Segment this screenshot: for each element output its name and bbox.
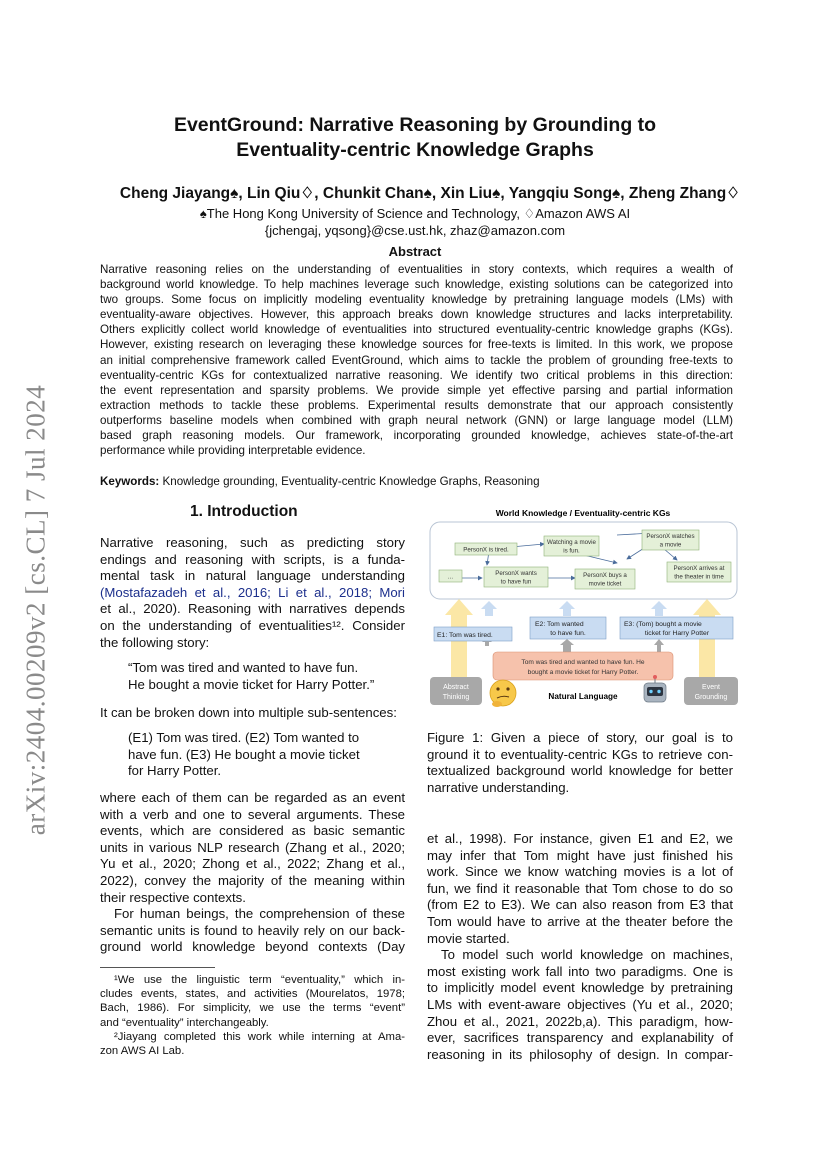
abstract-line: background world knowledge. To help machines leverage such knowledge, existing solutions can be categorized into: [100, 278, 733, 292]
intro-paragraph-2: where each of them can be regarded as an event with a verb and one to several arguments. These events, which are considered as basic semantic units in various NLP research (Zhang et al., 2020; Yu et al., 2020; Zhong et al., 2022; Zhang et al., 2022), convey the majority of the meaning within their respective contexts.: [100, 790, 405, 905]
svg-text:PersonX arrives at: PersonX arrives at: [673, 565, 725, 572]
svg-text:...: ...: [447, 573, 454, 581]
breakdown-line: It can be broken down into multiple sub-sentences:: [100, 705, 397, 720]
right-column-line: reasoning in its philosophy of design. In compar-: [427, 1046, 733, 1062]
abstract-line: outperforms baseline models when combined with graph neural network (GNN) or large language model (LLM): [100, 413, 733, 427]
svg-text:PersonX wants: PersonX wants: [495, 570, 537, 577]
svg-text:movie ticket: movie ticket: [588, 580, 622, 588]
svg-text:bought a movie ticket for Harr: bought a movie ticket for Harry Potter.: [527, 669, 639, 676]
arxiv-side-stamp: arXiv:2404.00209v2 [cs.CL] 7 Jul 2024: [20, 384, 51, 836]
svg-text:PersonX buys a: PersonX buys a: [583, 572, 627, 579]
story-quote: “Tom was tired and wanted to have fun. He bought a movie ticket for Harry Potter.”: [128, 660, 375, 692]
keywords: Keywords: Knowledge grounding, Eventuality-centric Knowledge Graphs, Reasoning: [100, 475, 540, 488]
svg-text:a movie: a movie: [659, 541, 682, 549]
thinking-face-icon: [490, 680, 516, 707]
svg-text:PersonX is tired.: PersonX is tired.: [463, 546, 509, 554]
abstract-body: [100, 262, 733, 458]
svg-text:Thinking: Thinking: [442, 694, 470, 701]
figure-1-diagram: [427, 503, 740, 715]
svg-text:E1: Tom was tired.: E1: Tom was tired.: [437, 632, 493, 639]
svg-text:Grounding: Grounding: [694, 694, 728, 701]
right-column-line: (from E2 to E3). We can also reason from E3 that: [427, 897, 733, 913]
right-column-text: [427, 831, 733, 1063]
right-column-line: Zhou et al., 2021, 2022b,a). This paradigm, how-: [427, 1013, 733, 1029]
natural-language-label: Natural Language: [548, 692, 618, 701]
figure-1-caption: Figure 1: Given a piece of story, our goal is to ground it to eventuality-centric KGs to retrieve con- textualized background world knowledge for better narrative understanding.: [427, 730, 733, 795]
abstract-line: based graph reasoning models. Our framework, incorporating grounded knowledge, achieves state-of-the-art: [100, 429, 733, 443]
svg-text:to have fun.: to have fun.: [550, 630, 586, 637]
right-column-line: Tom would have to arrive at the theater before the: [427, 913, 733, 929]
intro-paragraph-3: For human beings, the comprehension of these semantic units is found to heavily rely on our back- ground world knowledge beyond contexts (Day: [100, 906, 405, 955]
grounding-arrows: [442, 599, 721, 703]
author-list: Cheng Jiayang♠, Lin Qiu♢, Chunkit Chan♠, Xin Liu♠, Yangqiu Song♠, Zheng Zhang♢: [119, 185, 741, 202]
svg-text:E3: (Tom) bought a movie: E3: (Tom) bought a movie: [624, 621, 702, 628]
svg-text:Tom was tired and wanted to ha: Tom was tired and wanted to have fun. He: [521, 659, 645, 666]
svg-text:E2: Tom wanted: E2: Tom wanted: [535, 621, 584, 628]
svg-text:is fun.: is fun.: [563, 547, 580, 555]
abstract-line: two groups. Some focus on implicitly modeling eventuality knowledge by pretraining language models (LMs) with: [100, 293, 733, 307]
footnote-rule: [100, 967, 215, 968]
right-column-line: may infer that Tom might have just finished his: [427, 847, 733, 863]
svg-text:PersonX watches: PersonX watches: [646, 533, 695, 540]
right-column-line: To model such world knowledge on machines,: [441, 947, 733, 963]
abstract-line: extraction methods to tackle these problems. Experimental results demonstrate that our approach consistently: [100, 398, 733, 412]
intro-paragraph-1: Narrative reasoning, such as predicting story endings and reasoning with scripts, is a funda- mental task in natural language understanding (Mostafazadeh et al., 2016; Li et al., 2018; Mori et al., 2020). Reasoning with narratives depends on the understanding of eventualities¹². Consider the following story:: [100, 535, 405, 650]
right-column-line: fun, we find it reasonable that Tom chose to do so: [427, 880, 733, 896]
svg-text:Abstract: Abstract: [443, 684, 469, 691]
right-column-line: most existing work fall into two paradigms. One is: [427, 963, 733, 979]
svg-text:Watching a movie: Watching a movie: [547, 539, 596, 546]
svg-text:ticket for Harry Potter: ticket for Harry Potter: [644, 630, 710, 637]
right-column-line: LMs with event-aware objectives (Yu et al., 2020;: [427, 996, 733, 1012]
abstract-line: Narrative reasoning relies on the understanding of eventualities in story contexts, which requires a wealth of: [100, 263, 733, 276]
abstract-line: Others explicitly collect world knowledge of eventualities into structured eventuality-centric knowledge graphs (KGs).: [100, 323, 733, 337]
abstract-line: an initial comprehensive framework called EventGround, which aims to tackle the problem of grounding free-texts to: [100, 353, 733, 367]
svg-text:the theater in time: the theater in time: [674, 573, 724, 581]
author-emails: {jchengaj, yqsong}@cse.ust.hk, zhaz@amazon.com: [264, 223, 566, 238]
affiliations: ♠The Hong Kong University of Science and Technology, ♢Amazon AWS AI {jchengaj, yqsong}@cse.ust.hk, zhaz@amazon.com: [100, 205, 730, 239]
section-title: 1. Introduction: [190, 503, 298, 520]
right-column-line: to implicitly model event knowledge by pretraining: [427, 980, 733, 996]
abstract-line: However, existing research on leveraging these knowledge sources for free-texts is limited. In this work, we propose: [100, 338, 733, 352]
paper-title: EventGround: Narrative Reasoning by Grounding to Eventuality-centric Knowledge Graphs: [173, 114, 657, 161]
abstract-line: eventuality-aware objectives. However, this approach breaks down knowledge structures and lacks interpretability.: [100, 308, 733, 322]
abstract-line: eventuality-centric KGs for contextualized narrative reasoning. We identify two critical problems in this direction:: [100, 368, 733, 382]
abstract-heading: Abstract: [388, 244, 442, 259]
right-column-line: movie started.: [427, 930, 510, 946]
right-column-line: et al., 1998). For instance, given E1 and E2, we: [427, 831, 733, 846]
sub-sentences: (E1) Tom was tired. (E2) Tom wanted to have fun. (E3) He bought a movie ticket for Harry Potter.: [128, 730, 360, 779]
figure-title: World Knowledge / Eventuality-centric KGs: [495, 508, 671, 518]
abstract-line: performance while providing interpretable evidence.: [100, 444, 366, 458]
footnotes: ¹We use the linguistic term “eventuality,” which in- cludes events, states, and activities (Mourelatos, 1978; Bach, 1986). For simplicity, we use the terms “event” and “eventuality” interchangeably. ²Jiayang completed this work while interning at Ama- zon AWS AI Lab.: [100, 974, 405, 1058]
right-column-line: work. Since we know watching movies is a lot of: [427, 864, 733, 880]
right-column-line: ever, sacrifices transparency and explanability of: [427, 1030, 733, 1046]
svg-text:to have fun: to have fun: [500, 578, 532, 586]
abstract-line: the event representation and sparsity problems. We provide simple yet effective parsing and partial information: [100, 383, 733, 397]
svg-text:Event: Event: [702, 684, 720, 691]
